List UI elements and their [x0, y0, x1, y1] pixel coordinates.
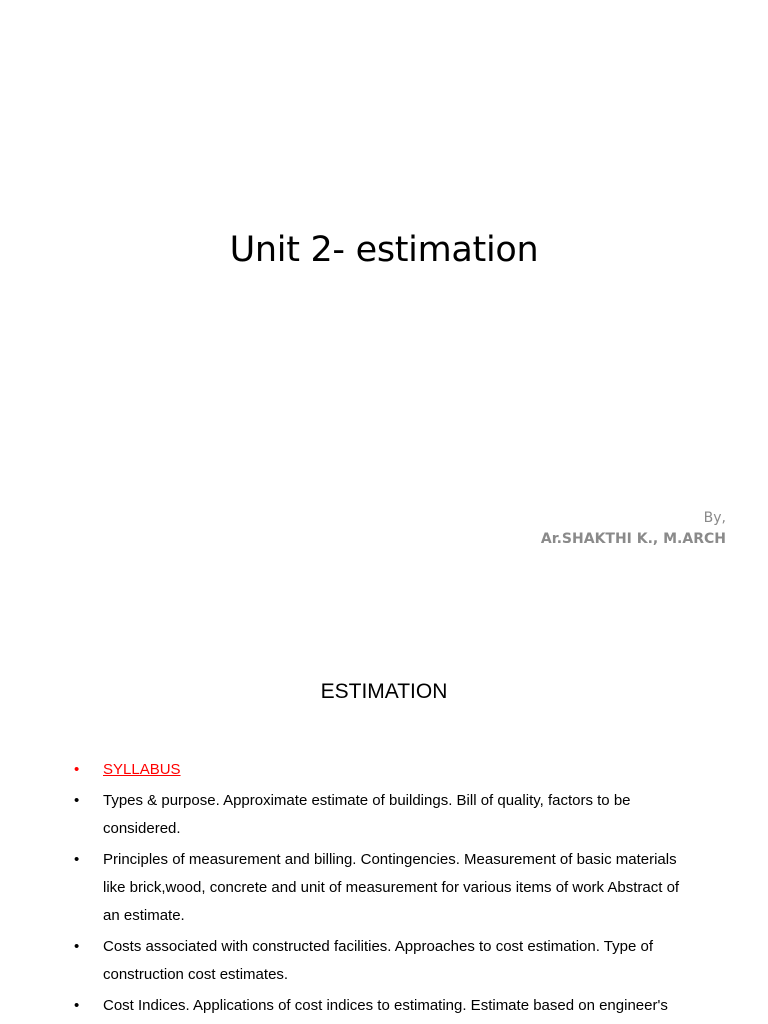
list-item: [0, 846, 768, 930]
section-title: ESTIMATION: [320, 680, 448, 703]
list-item: [0, 933, 768, 989]
by-label: By,: [703, 510, 726, 526]
syllabus-label: SYLLABUS: [103, 761, 181, 778]
author-name: Ar.SHAKTHI K., M.ARCH: [540, 531, 726, 547]
bullet-icon: •: [74, 997, 80, 1014]
bullet-icon: •: [74, 938, 80, 955]
list-item-syllabus: [0, 756, 768, 784]
slide-title: Unit 2- estimation: [229, 230, 539, 270]
bullet-icon: •: [74, 851, 80, 868]
author-byline: [541, 508, 726, 550]
list-item: [0, 992, 768, 1020]
list-item-text: Types & purpose. Approximate estimate of buildings. Bill of quality, factors to be considered.: [103, 792, 631, 837]
list-item: [0, 787, 768, 843]
list-item-text: Principles of measurement and billing. Contingencies. Measurement of basic materials like brick,wood, concrete and unit of measurement for various items of work Abstract of an estimate.: [103, 851, 680, 924]
bullet-icon: •: [74, 761, 80, 778]
syllabus-list: [0, 756, 768, 1023]
list-item-text: Cost Indices. Applications of cost indices to estimating. Estimate based on engineer's: [103, 997, 668, 1014]
list-item-text: Costs associated with constructed facilities. Approaches to cost estimation. Type of construction cost estimates.: [103, 938, 653, 983]
bullet-icon: •: [74, 792, 80, 809]
